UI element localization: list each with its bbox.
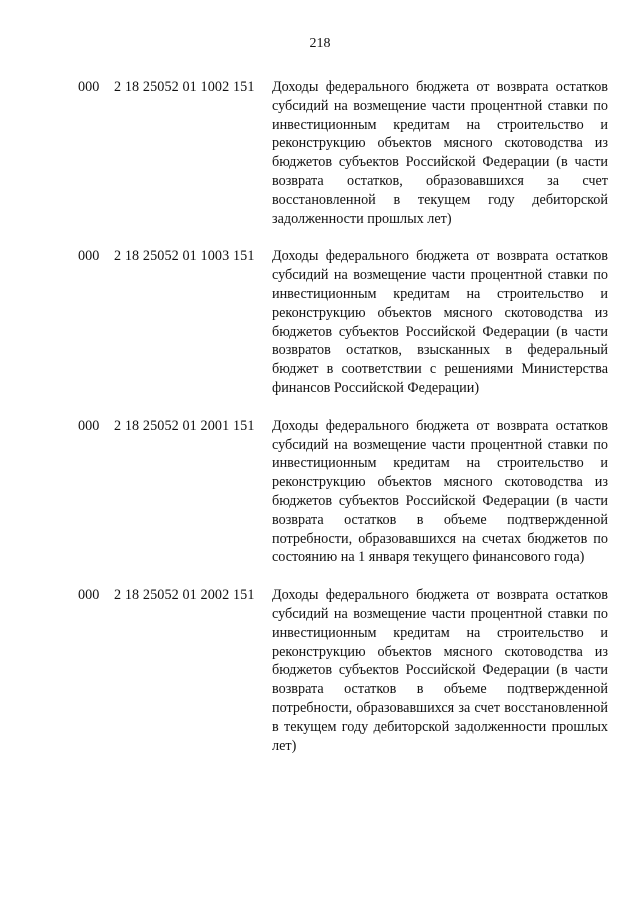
admin-code: 000 <box>78 587 100 604</box>
admin-code: 000 <box>78 248 100 265</box>
admin-code: 000 <box>78 417 100 434</box>
table-row <box>78 247 608 397</box>
budget-classification-code: 2 18 25052 01 2001 151 <box>114 417 255 434</box>
page-number: 218 <box>309 36 331 51</box>
income-description: Доходы федерального бюджета от возврата остатков субсидий на возмещение части процентной ставки по инвестиционным кредитам на строительство и реконструкцию объектов мясного скотоводства из бюджетов субъектов Российской Федерации (в части возвратов остатков, взысканных в федеральный бюджет в соответствии с решениями Министерства финансов Российской Федерации) <box>272 248 608 396</box>
admin-code: 000 <box>78 79 100 95</box>
budget-code-table <box>78 78 608 774</box>
income-description: Доходы федерального бюджета от возврата остатков субсидий на возмещение части процентной ставки по инвестиционным кредитам на строительство и реконструкцию объектов мясного скотоводства из бюджетов субъектов Российской Федерации (в части возврата остатков в объеме подтвержденной потребности, образовавшихся на счетах бюджетов по состоянию на 1 января текущего финансового года) <box>272 417 608 566</box>
table-row <box>78 78 608 228</box>
budget-classification-code: 2 18 25052 01 1002 151 <box>114 79 255 95</box>
table-row <box>78 417 608 567</box>
budget-classification-code: 2 18 25052 01 2002 151 <box>114 587 255 604</box>
income-description: Доходы федерального бюджета от возврата остатков субсидий на возмещение части процентной ставки по инвестиционным кредитам на строительство и реконструкцию объектов мясного скотоводства из бюджетов субъектов Российской Федерации (в части возврата остатков в объеме подтвержденной потребности, образовавшихся за счет восстановленной в текущем году дебиторской задолженности прошлых лет) <box>272 587 608 754</box>
budget-classification-code: 2 18 25052 01 1003 151 <box>114 248 255 265</box>
income-description: Доходы федерального бюджета от возврата остатков субсидий на возмещение части процентной ставки по инвестиционным кредитам на строительство и реконструкцию объектов мясного скотоводства из бюджетов субъектов Российской Федерации (в части возврата остатков, образовавшихся за счет восстановленной в текущем году дебиторской задолженности прошлых лет) <box>272 79 608 227</box>
table-row <box>78 586 608 755</box>
